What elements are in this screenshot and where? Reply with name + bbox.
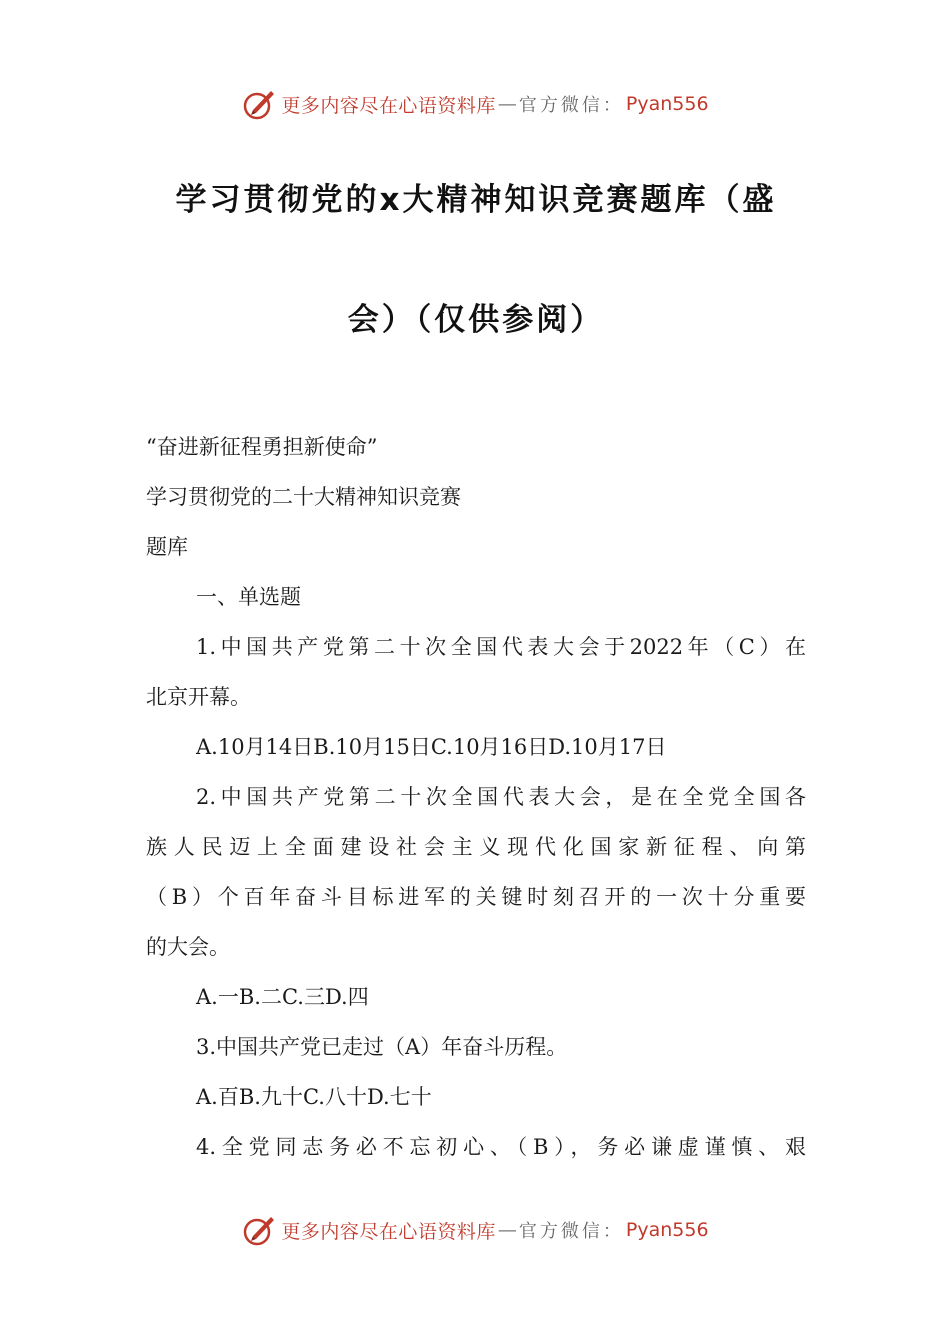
- banner-dash: —: [497, 1219, 517, 1241]
- tiku-label: 题库: [146, 535, 188, 559]
- header-banner: [0, 84, 950, 124]
- banner-text: 更多内容尽在心语资料库: [281, 1220, 496, 1243]
- question-1-line-1: 1.中国共产党第二十次全国代表大会于2022年（C）在: [196, 635, 806, 659]
- banner-wechat-label: 官方微信：: [518, 1221, 624, 1242]
- question-2-line-2: 族人民迈上全面建设社会主义现代化国家新征程、向第: [146, 835, 806, 859]
- banner-wechat-label: 官方微信：: [518, 95, 624, 116]
- question-4-line-1: 4.全党同志务必不忘初心、（B），务必谦虚谨慎、艰: [196, 1135, 806, 1159]
- document-title-line-1: 学习贯彻党的x大精神知识竞赛题库（盛: [175, 182, 777, 218]
- banner-wechat-id: Pyan556: [625, 93, 709, 115]
- question-2-line-4: 的大会。: [146, 935, 230, 959]
- question-2-options: A.一B.二C.三D.四: [196, 985, 369, 1009]
- banner-dash: —: [497, 93, 517, 115]
- question-3-options: A.百B.九十C.八十D.七十: [196, 1085, 432, 1109]
- question-2-line-1: 2.中国共产党第二十次全国代表大会，是在全党全国各: [196, 785, 806, 809]
- slogan: “奋进新征程勇担新使命”: [146, 435, 378, 459]
- banner-wechat-id: Pyan556: [625, 1219, 709, 1241]
- quill-logo-icon: [241, 1212, 277, 1248]
- question-3-line-1: 3.中国共产党已走过（A）年奋斗历程。: [196, 1035, 568, 1059]
- question-1-options: A.10月14日B.10月15日C.10月16日D.10月17日: [196, 735, 667, 759]
- document-title-line-2: 会）（仅供参阅）: [347, 302, 605, 338]
- quill-logo-icon: [241, 86, 277, 122]
- footer-banner: [0, 1210, 950, 1250]
- section-heading: 一、单选题: [196, 585, 301, 609]
- subtitle: 学习贯彻党的二十大精神知识竞赛: [146, 485, 461, 509]
- question-2-line-3: （B）个百年奋斗目标进军的关键时刻召开的一次十分重要: [146, 885, 806, 909]
- banner-text: 更多内容尽在心语资料库: [281, 94, 496, 117]
- question-1-line-2: 北京开幕。: [146, 685, 251, 709]
